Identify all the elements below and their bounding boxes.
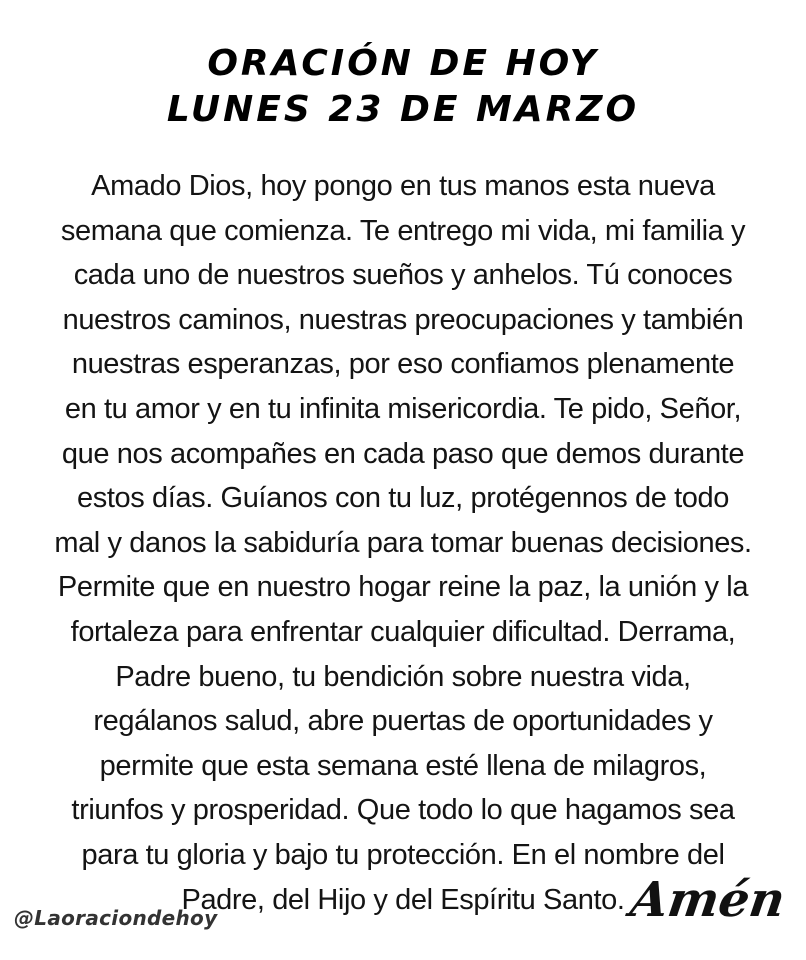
prayer-line: que nos acompañes en cada paso que demos durante: [61, 437, 745, 470]
prayer-line: nuestros caminos, nuestras preocupaciones y también: [62, 303, 744, 336]
prayer-line: estos días. Guíanos con tu luz, protégennos de todo: [77, 482, 729, 515]
social-handle: @Laoraciondehoy: [14, 906, 218, 930]
prayer-line: Padre, del Hijo y del Espíritu Santo.: [181, 883, 625, 916]
prayer-line: Amado Dios, hoy pongo en tus manos esta nueva: [91, 170, 715, 202]
amen-signature: Amén: [626, 872, 788, 928]
prayer-line: fortaleza para enfrentar cualquier dificultad. Derrama,: [70, 615, 736, 648]
prayer-line: mal y danos la sabiduría para tomar buenas decisiones.: [54, 526, 752, 559]
prayer-line: permite que esta semana esté llena de milagros,: [99, 749, 707, 782]
prayer-line: Padre bueno, tu bendición sobre nuestra vida,: [115, 660, 691, 693]
prayer-line: para tu gloria y bajo tu protección. En el nombre del: [81, 838, 725, 871]
title-line-2-date: LUNES 23 DE MARZO: [166, 89, 640, 130]
prayer-line: en tu amor y en tu infinita misericordia. Te pido, Señor,: [64, 392, 742, 425]
prayer-text: [20, 164, 786, 922]
title-line-1: ORACIÓN DE HOY: [207, 43, 599, 84]
prayer-line: Permite que en nuestro hogar reine la paz, la unión y la: [57, 571, 749, 604]
prayer-line: cada uno de nuestros sueños y anhelos. Tú conoces: [73, 259, 733, 292]
prayer-line: regálanos salud, abre puertas de oportunidades y: [93, 705, 713, 738]
prayer-line: nuestras esperanzas, por eso confiamos plenamente: [71, 348, 735, 381]
prayer-line: semana que comienza. Te entrego mi vida, mi familia y: [60, 214, 746, 247]
prayer-line: triunfos y prosperidad. Que todo lo que hagamos sea: [71, 794, 735, 827]
